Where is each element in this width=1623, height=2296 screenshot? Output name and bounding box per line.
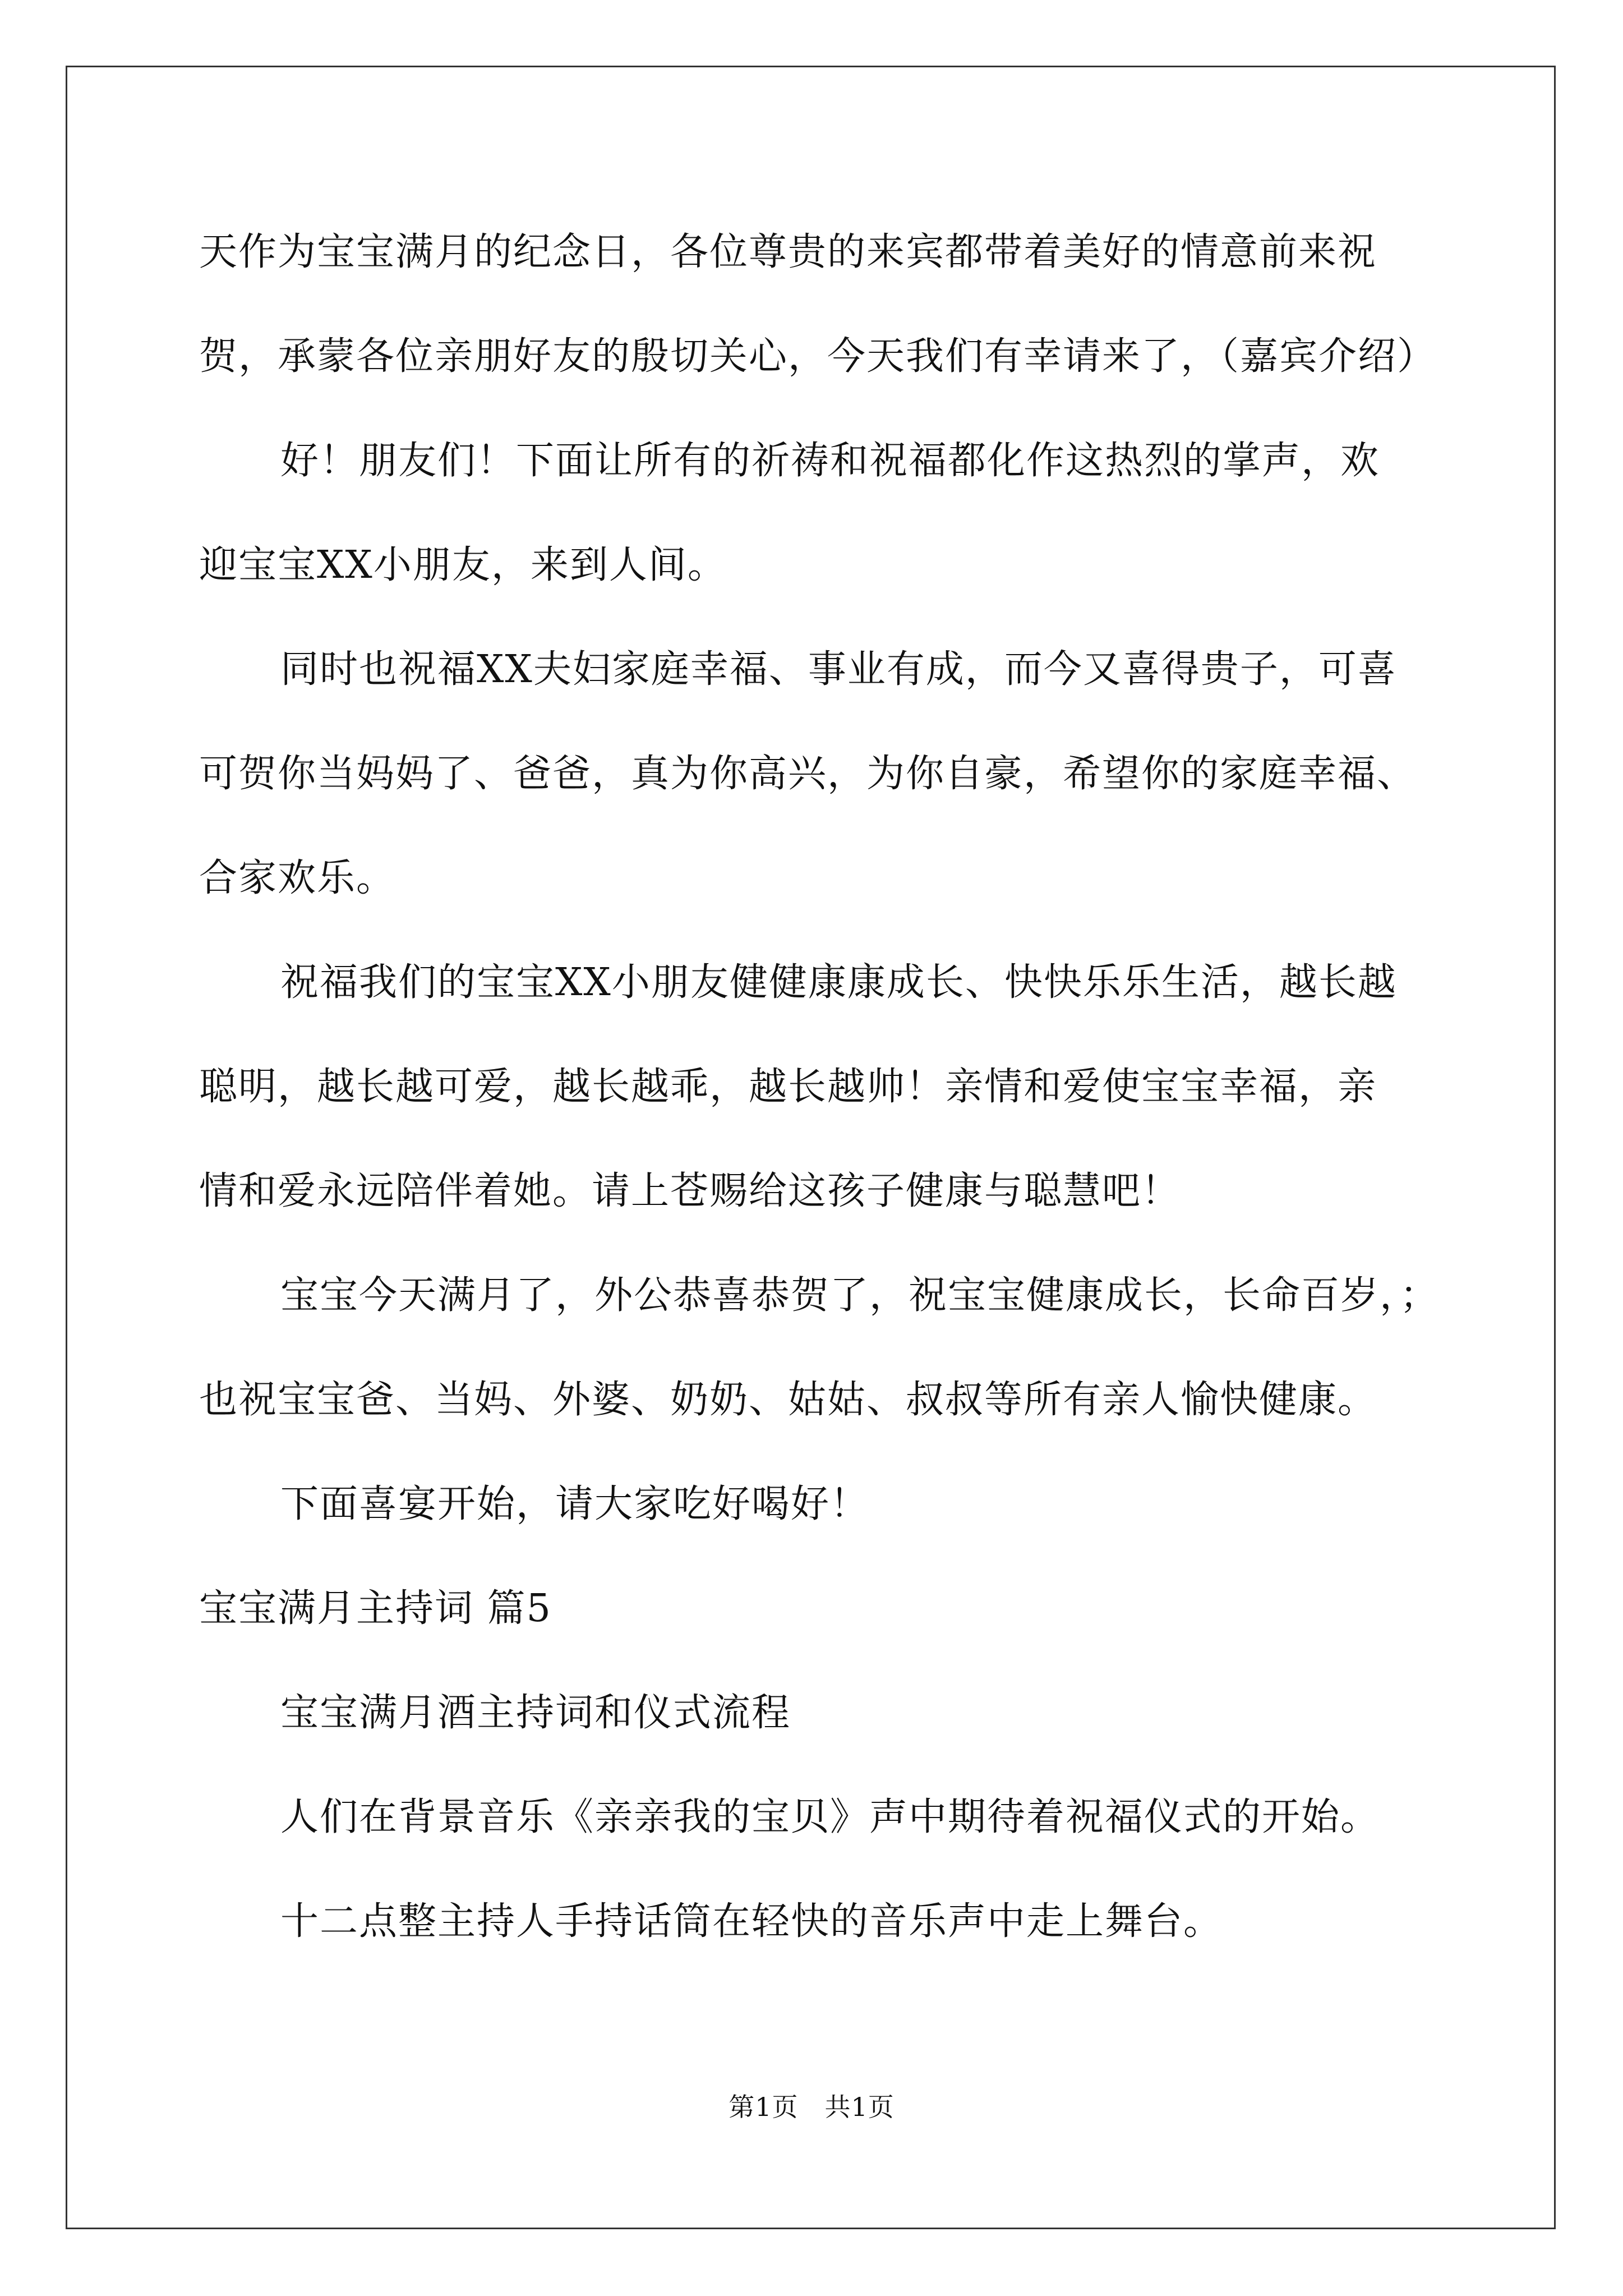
text-line-13: 下面喜宴开始，请大家吃好喝好！: [280, 1482, 870, 1526]
text-line-7: 合家欢乐。: [199, 856, 396, 900]
text-line-6: 可贺你当妈妈了、爸爸，真为你高兴，为你自豪，希望你的家庭幸福、: [199, 752, 1417, 796]
text-line-5: 同时也祝福XX夫妇家庭幸福、事业有成，而今又喜得贵子，可喜: [280, 647, 1397, 692]
section-heading: 宝宝满月主持词 篇5: [199, 1586, 552, 1631]
text-line-16: 人们在背景音乐《亲亲我的宝贝》声中期待着祝福仪式的开始。: [280, 1795, 1380, 1839]
text-line-8: 祝福我们的宝宝XX小朋友健健康康成长、快快乐乐生活，越长越: [280, 960, 1397, 1005]
text-line-12: 也祝宝宝爸、当妈、外婆、奶奶、姑姑、叔叔等所有亲人愉快健康。: [199, 1378, 1377, 1422]
text-line-10: 情和爱永远陪伴着她。请上苍赐给这孩子健康与聪慧吧！: [199, 1169, 1181, 1213]
page-footer: 第1页 共1页: [728, 2092, 895, 2122]
text-line-11: 宝宝今天满月了，外公恭喜恭贺了，祝宝宝健康成长，长命百岁，；: [280, 1273, 1440, 1318]
text-line-2: 贺，承蒙各位亲朋好友的殷切关心，今天我们有幸请来了，（嘉宾介绍）: [199, 334, 1437, 379]
text-line-1: 天作为宝宝满月的纪念日，各位尊贵的来宾都带着美好的情意前来祝: [199, 230, 1377, 274]
text-line-17: 十二点整主持人手持话筒在轻快的音乐声中走上舞台。: [280, 1899, 1223, 1944]
text-line-4: 迎宝宝XX小朋友，来到人间。: [199, 543, 727, 587]
text-line-15: 宝宝满月酒主持词和仪式流程: [280, 1691, 791, 1735]
text-line-3: 好！朋友们！下面让所有的祈祷和祝福都化作这热烈的掌声，欢: [280, 439, 1380, 483]
text-line-9: 聪明，越长越可爱，越长越乖，越长越帅！亲情和爱使宝宝幸福，亲: [199, 1065, 1377, 1109]
